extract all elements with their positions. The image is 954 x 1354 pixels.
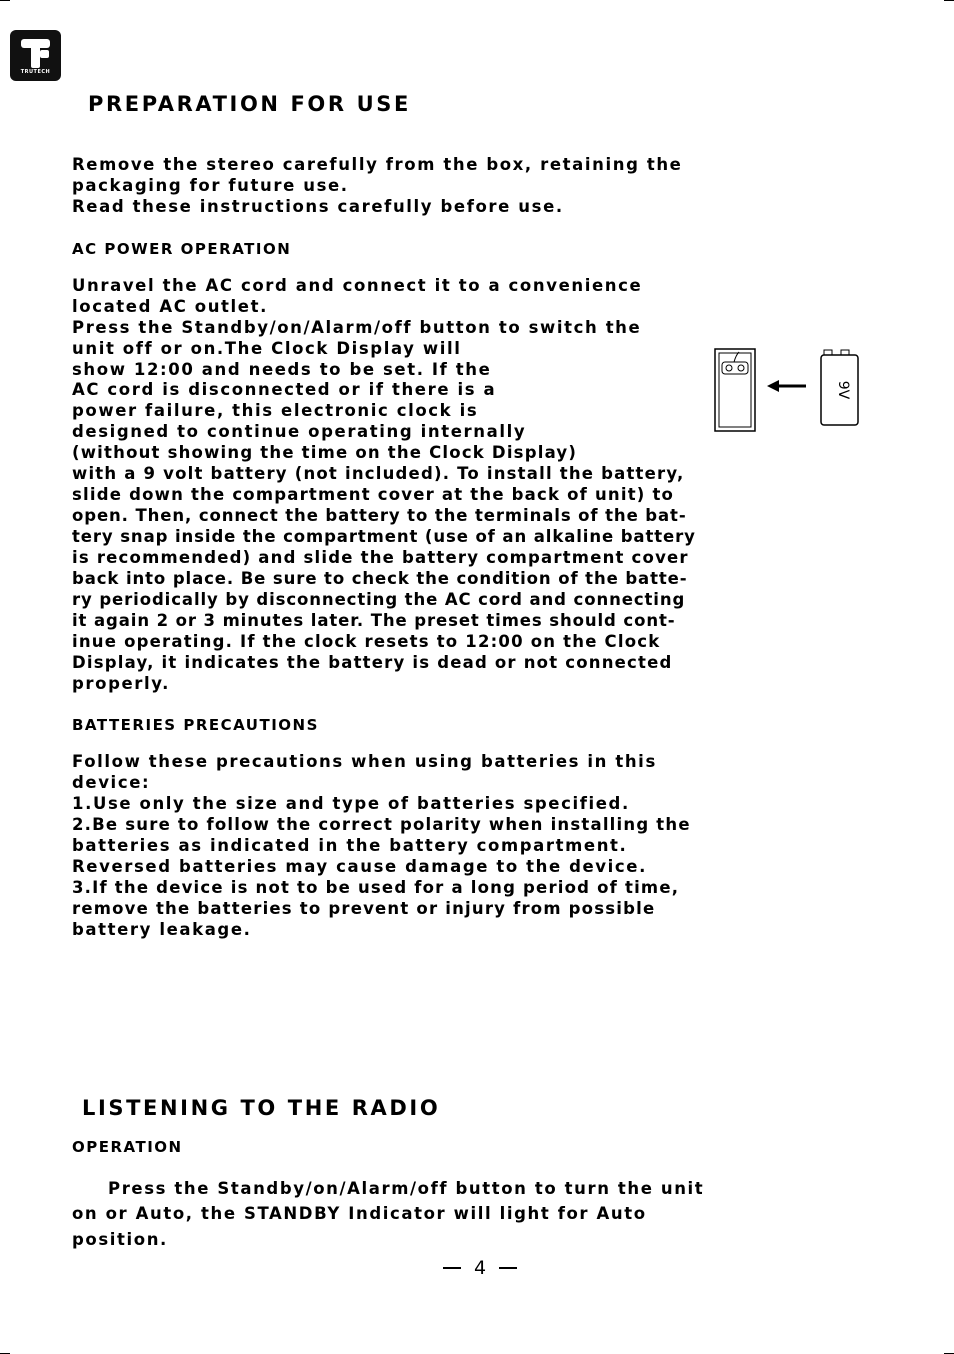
text-line: ry periodically by disconnecting the AC cord and connecting [72, 590, 686, 609]
text-line: Unravel the AC cord and connect it to a convenience [72, 276, 643, 295]
section-title-listening: LISTENING TO THE RADIO [82, 1096, 441, 1120]
text-line: properly. [72, 674, 170, 693]
crop-mark [944, 0, 954, 1]
text-line: battery leakage. [72, 920, 252, 939]
text-line: device: [72, 773, 151, 792]
text-line: batteries as indicated in the battery compartment. [72, 836, 628, 855]
text-line: Display, it indicates the battery is dead or not connected [72, 653, 673, 672]
text-line: slide down the compartment cover at the back of unit) to [72, 485, 675, 504]
text-line: Press the Standby/on/Alarm/off button to switch the [72, 318, 642, 337]
page-number-value: 4 [473, 1257, 487, 1279]
text-line: 3.If the device is not to be used for a long period of time, [72, 878, 680, 897]
brand-logo [10, 30, 61, 81]
text-line: Read these instructions carefully before use. [72, 197, 564, 216]
text-line: inue operating. If the clock resets to 12:00 on the Clock [72, 632, 661, 651]
text-line: power failure, this electronic clock is [72, 401, 479, 420]
text-line: remove the batteries to prevent or injury from possible [72, 899, 656, 918]
text-line: on or Auto, the STANDBY Indicator will light for Auto [72, 1204, 647, 1223]
text-line: designed to continue operating internally [72, 422, 527, 441]
text-line: show 12:00 and needs to be set. If the [72, 360, 492, 379]
text-line: it again 2 or 3 minutes later. The preset times should cont- [72, 611, 676, 630]
heading-ac-power: AC POWER OPERATION [72, 240, 292, 258]
text-line: with a 9 volt battery (not included). To install the battery, [72, 464, 685, 483]
text-line: Press the Standby/on/Alarm/off button to turn the unit [108, 1179, 705, 1198]
text-line: 1.Use only the size and type of batteries specified. [72, 794, 630, 813]
heading-operation: OPERATION [72, 1138, 183, 1156]
text-line: packaging for future use. [72, 176, 349, 195]
text-line: tery snap inside the compartment (use of an alkaline battery [72, 527, 696, 546]
text-line: (without showing the time on the Clock Display) [72, 443, 578, 462]
page-number-dash [443, 1267, 461, 1269]
text-line: back into place. Be sure to check the condition of the batte- [72, 569, 688, 588]
text-line: position. [72, 1230, 168, 1249]
brand-logo-text: TRUTECH [20, 69, 51, 75]
page-number [443, 1256, 517, 1280]
crop-mark [0, 0, 10, 1]
heading-batteries-precautions: BATTERIES PRECAUTIONS [72, 716, 319, 734]
text-line: unit off or on.The Clock Display will [72, 339, 462, 358]
page-number-dash [499, 1267, 517, 1269]
text-line: located AC outlet. [72, 297, 268, 316]
text-line: is recommended) and slide the battery compartment cover [72, 548, 689, 567]
battery-label: 9V [835, 380, 851, 400]
battery-install-figure [712, 344, 862, 436]
battery-figure-svg [712, 344, 862, 436]
text-line: AC cord is disconnected or if there is a [72, 380, 497, 399]
text-line: Remove the stereo carefully from the box, retaining the [72, 155, 683, 174]
text-line: open. Then, connect the battery to the terminals of the bat- [72, 506, 687, 525]
section-title-preparation: PREPARATION FOR USE [88, 92, 411, 116]
text-line: Reversed batteries may cause damage to the device. [72, 857, 647, 876]
text-line: 2.Be sure to follow the correct polarity when installing the [72, 815, 691, 834]
text-line: Follow these precautions when using batteries in this [72, 752, 657, 771]
